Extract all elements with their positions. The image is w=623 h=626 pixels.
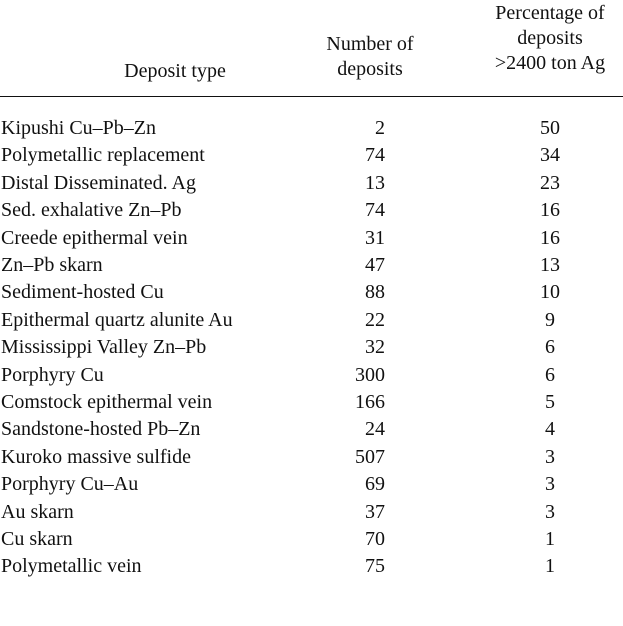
deposit-type-cell: Epithermal quartz alunite Au	[1, 308, 233, 331]
percentage-cell: 13	[540, 254, 560, 276]
percentage-cell: 6	[545, 363, 555, 386]
table-row	[0, 362, 623, 389]
number-of-deposits-cell: 32	[365, 336, 385, 359]
number-of-deposits-cell: 2	[375, 117, 385, 139]
deposit-type-cell: Porphyry Cu–Au	[1, 473, 139, 496]
deposit-type-cell: Sediment-hosted Cu	[1, 281, 164, 304]
percentage-cell: 1	[545, 528, 555, 550]
number-of-deposits-cell: 70	[365, 528, 385, 550]
percentage-cell: 1	[545, 555, 555, 578]
header-pct-line1: Percentage of	[495, 2, 605, 24]
table-row	[0, 389, 623, 416]
table-row	[0, 416, 623, 443]
deposit-type-cell: Distal Disseminated. Ag	[1, 171, 196, 194]
percentage-cell: 16	[540, 226, 560, 249]
table-row	[0, 279, 623, 306]
table-row	[0, 170, 623, 197]
header-deposit-type: Deposit type	[124, 60, 226, 82]
table-row	[0, 197, 623, 224]
deposit-type-cell: Sandstone-hosted Pb–Zn	[1, 418, 201, 441]
deposit-type-cell: Kuroko massive sulfide	[1, 445, 191, 468]
header-pct-line3: >2400 ton Ag	[494, 52, 606, 74]
number-of-deposits-cell: 22	[365, 308, 385, 331]
number-of-deposits-cell: 24	[365, 418, 385, 441]
number-of-deposits-cell: 166	[355, 391, 385, 413]
percentage-cell: 23	[540, 171, 560, 194]
deposit-type-cell: Polymetallic replacement	[1, 144, 205, 167]
deposit-type-cell: Polymetallic vein	[1, 555, 142, 578]
percentage-cell: 3	[545, 473, 555, 496]
number-of-deposits-cell: 74	[365, 144, 385, 167]
number-of-deposits-cell: 75	[365, 555, 385, 578]
percentage-cell: 3	[545, 500, 555, 523]
table-row	[0, 142, 623, 169]
percentage-cell: 3	[545, 445, 555, 468]
header-number-line1: Number of	[326, 33, 414, 55]
number-of-deposits-cell: 37	[365, 500, 385, 523]
deposit-type-cell: Cu skarn	[1, 528, 73, 550]
table-row	[0, 334, 623, 361]
percentage-cell: 16	[540, 199, 560, 222]
deposit-type-cell: Au skarn	[1, 500, 74, 523]
deposit-type-cell: Comstock epithermal vein	[1, 391, 213, 413]
deposit-type-cell: Mississippi Valley Zn–Pb	[1, 336, 207, 359]
number-of-deposits-cell: 31	[365, 226, 385, 249]
percentage-cell: 9	[545, 308, 555, 331]
table-row	[0, 499, 623, 526]
table-row	[0, 115, 623, 142]
number-of-deposits-cell: 300	[355, 363, 385, 386]
table-row	[0, 526, 623, 553]
table-row	[0, 553, 623, 580]
header-rule	[0, 96, 623, 97]
number-of-deposits-cell: 13	[365, 171, 385, 194]
number-of-deposits-cell: 69	[365, 473, 385, 496]
number-of-deposits-cell: 47	[365, 254, 385, 276]
deposit-type-cell: Porphyry Cu	[1, 363, 104, 386]
number-of-deposits-cell: 507	[355, 445, 385, 468]
percentage-cell: 4	[545, 418, 555, 441]
percentage-cell: 34	[540, 144, 560, 167]
header-number-of-deposits	[300, 32, 440, 82]
percentage-cell: 10	[540, 281, 560, 304]
table-row	[0, 252, 623, 279]
header-number-line2: deposits	[337, 58, 403, 80]
percentage-cell: 50	[540, 117, 560, 139]
deposit-type-cell: Creede epithermal vein	[1, 226, 188, 249]
table-row	[0, 307, 623, 334]
table-row	[0, 444, 623, 471]
number-of-deposits-cell: 88	[365, 281, 385, 304]
deposit-type-cell: Zn–Pb skarn	[1, 254, 103, 276]
header-percentage	[460, 1, 623, 76]
table-row	[0, 471, 623, 498]
number-of-deposits-cell: 74	[365, 199, 385, 222]
deposit-type-cell: Sed. exhalative Zn–Pb	[1, 199, 182, 222]
table-row	[0, 225, 623, 252]
percentage-cell: 6	[545, 336, 555, 359]
deposit-type-cell: Kipushi Cu–Pb–Zn	[1, 117, 157, 139]
percentage-cell: 5	[545, 391, 555, 413]
header-pct-line2: deposits	[517, 27, 583, 49]
